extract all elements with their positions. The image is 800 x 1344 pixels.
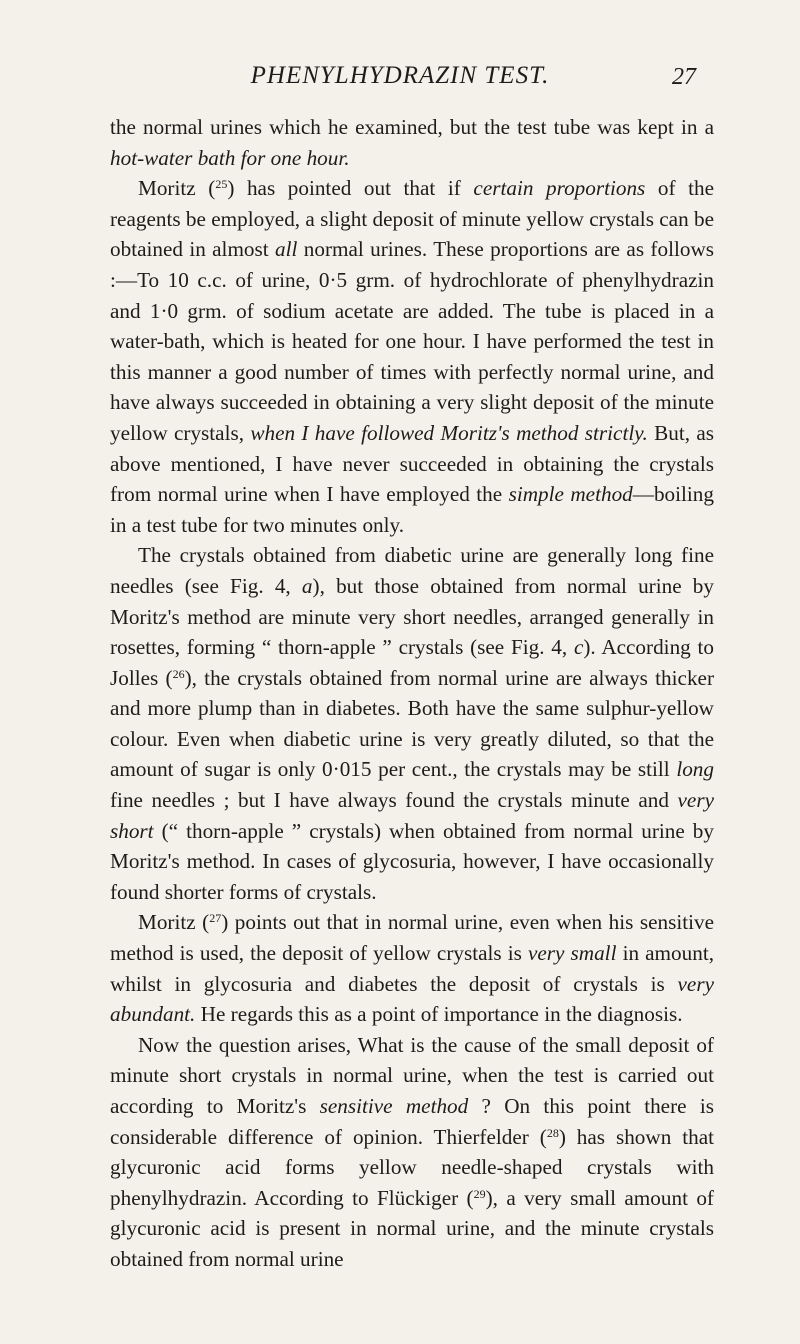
text-run: He regards this as a point of importance in the diagnosis. <box>195 1002 683 1027</box>
text-run: (“ thorn-apple ” crystals) when obtained from normal urine by Moritz's method. In cases of glycosuria, however, I have occasionally found shorter forms of crystals. <box>110 818 714 904</box>
text-run: fine needles ; but I have always found the crystals minute and <box>110 788 678 813</box>
text-run: Moritz ( <box>138 910 210 935</box>
reference-number: 28 <box>546 1125 559 1140</box>
text-run: in amount, whilst in glycosuria and diabetes the deposit of crystals is <box>110 941 714 996</box>
text-run: ) has pointed out that if <box>227 176 474 201</box>
body-text <box>110 112 714 1275</box>
text-run: ), the crystals obtained from normal urine are always thicker and more plump than in diabetes. Both have the same sulphur-yellow colour. Even when diabetic urine is very greatly diluted, so that the amount of sugar is only 0·015 per cent., the crystals may be still <box>110 665 714 782</box>
text-run: the normal urines which he examined, but the test tube was kept in a <box>110 115 714 139</box>
text-run: ), a very small amount of glycuronic acid is present in normal urine, and the minute crystals obtained from normal urine <box>110 1185 714 1271</box>
reference-number: 27 <box>209 911 222 926</box>
text-run: ) points out that in normal urine, even when his sensitive method is used, the deposit of yellow crystals is <box>110 910 714 966</box>
italic-text: very short <box>110 788 714 843</box>
italic-text: long <box>676 757 714 782</box>
text-run: ), but those obtained from normal urine by Moritz's method are minute very short needles, arranged generally in rosettes, forming “ thorn-apple ” crystals (see Fig. 4, <box>110 573 714 660</box>
text-run: Moritz ( <box>138 176 216 201</box>
text-run: ? On this point there is considerable difference of opinion. Thierfelder ( <box>110 1094 714 1149</box>
italic-text: a <box>301 573 313 598</box>
italic-text: very small <box>527 941 617 966</box>
italic-text: all <box>275 237 298 262</box>
italic-text: certain proportions <box>473 176 646 201</box>
italic-text: when I have followed Moritz's method strictly. <box>250 420 648 445</box>
reference-number: 26 <box>172 666 185 681</box>
italic-text: hot-water bath for one hour. <box>110 145 350 170</box>
italic-text: c <box>573 635 584 660</box>
italic-text: very abundant. <box>110 971 714 1027</box>
text-run: of the reagents be employed, a slight deposit of minute yellow crystals can be obtained in almost <box>110 176 714 262</box>
running-title: PHENYLHYDRAZIN TEST. <box>250 62 550 89</box>
paragraph <box>110 540 714 907</box>
text-run: ). According to Jolles ( <box>110 635 715 690</box>
text-run: Now the question arises, What is the cause of the small deposit of minute short crystals in normal urine, when the test is carried out according to Moritz's <box>110 1032 714 1118</box>
reference-number: 25 <box>215 177 228 192</box>
paragraph <box>110 907 714 1029</box>
paragraph <box>110 112 714 173</box>
reference-number: 29 <box>473 1186 486 1201</box>
italic-text: sensitive method <box>319 1094 469 1118</box>
text-run: normal urines. These proportions are as follows :—To 10 c.c. of urine, 0·5 grm. of hydrochlorate of phenylhydrazin and 1·0 grm. of sodium acetate are added. The tube is placed in a water-bath, which is heated for one hour. I have performed the test in this manner a good number of times with perfectly normal urine, and have always succeeded in obtaining a very slight deposit of the minute yellow crystals, <box>110 237 714 445</box>
italic-text: simple method <box>508 482 633 507</box>
text-run: But, as above mentioned, I have never succeeded in obtaining the crystals from normal urine when I have employed the <box>110 420 714 507</box>
page-number: 27 <box>672 64 696 90</box>
text-run: The crystals obtained from diabetic urine are generally long fine needles (see Fig. 4, <box>110 543 714 598</box>
paragraph <box>110 173 714 540</box>
paragraph <box>110 1030 714 1275</box>
text-run: ) has shown that glycuronic acid forms yellow needle-shaped crystals with phenylhydrazin. According to Flückiger ( <box>110 1124 714 1210</box>
text-run: —boiling in a test tube for two minutes only. <box>110 482 714 537</box>
page-header <box>0 62 800 98</box>
